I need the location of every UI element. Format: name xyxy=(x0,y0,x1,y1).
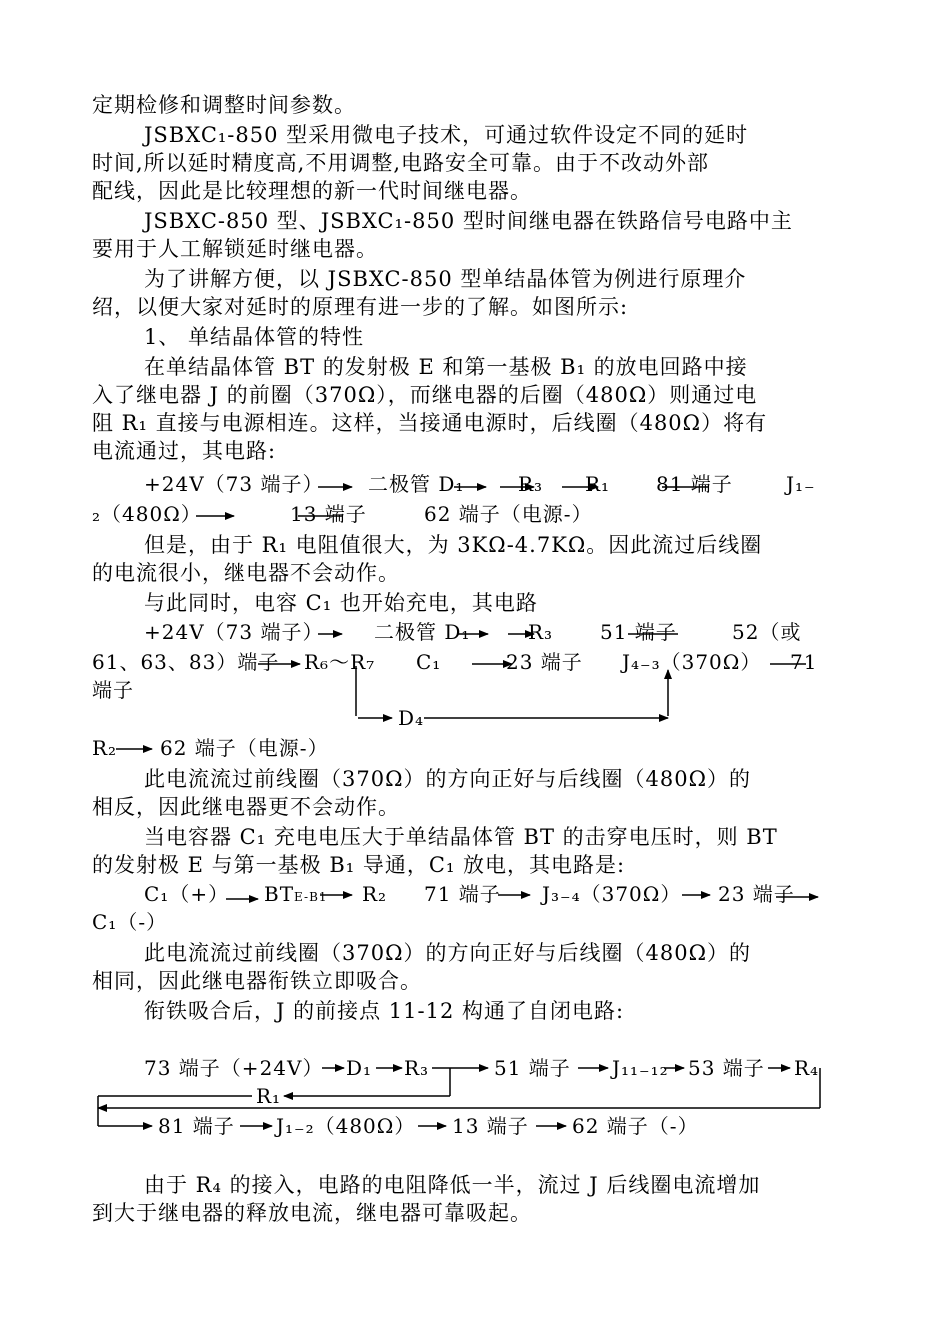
para-9-line-2: 的发射极 E 与第一基极 B₁ 导通，C₁ 放电，其电路是: xyxy=(92,853,626,877)
c2-node-f: 61、63、83）端子 xyxy=(92,650,280,674)
c2-node-m: D₄ xyxy=(398,706,425,730)
para-10-line-1: 此电流流过前线圈（370Ω）的方向正好与后线圈（480Ω）的 xyxy=(144,941,751,965)
c3-node-d: 71 端子 xyxy=(424,882,501,906)
c3-node-g: C₁（-） xyxy=(92,910,168,934)
c3-node-b xyxy=(264,882,328,909)
para-5-line-2: 入了继电器 J 的前圈（370Ω），而继电器的后圈（480Ω）则通过电 xyxy=(92,383,758,407)
c1-node-h: 13 端子 xyxy=(290,502,367,526)
c3-node-e: J₃₋₄（370Ω） xyxy=(542,882,682,906)
c4-node-k: 13 端子 xyxy=(452,1114,529,1138)
para-12-line-2: 到大于继电器的释放电流，继电器可靠吸起。 xyxy=(92,1201,532,1225)
section-heading: 1、 单结晶体管的特性 xyxy=(144,325,365,349)
para-5-line-4: 电流通过，其电路: xyxy=(92,439,277,463)
c3-node-f: 23 端子 xyxy=(718,882,795,906)
c1-node-e: 81 端子 xyxy=(656,472,733,496)
para-5-line-3: 阻 R₁ 直接与电源相连。这样，当接通电源时，后线圈（480Ω）将有 xyxy=(92,411,768,435)
c2-node-a: +24V（73 端子） xyxy=(144,620,324,644)
c4-node-h: R₁ xyxy=(256,1084,282,1108)
c4-node-g: R₄ xyxy=(794,1056,820,1080)
c2-node-o: 62 端子（电源-） xyxy=(160,736,329,760)
c1-node-f: J₁₋ xyxy=(786,472,816,496)
para-7-line-1: 与此同时，电容 C₁ 也开始充电，其电路 xyxy=(144,591,538,615)
para-2-line-3: 配线，因此是比较理想的新一代时间继电器。 xyxy=(92,179,532,203)
c1-node-b: 二极管 D₁ xyxy=(368,472,465,496)
c4-node-l: 62 端子（-） xyxy=(572,1114,699,1138)
c4-node-b: D₁ xyxy=(346,1056,373,1080)
c1-node-g: ₂（480Ω） xyxy=(92,502,202,526)
c4-node-i: 81 端子 xyxy=(158,1114,235,1138)
c2-node-n: R₂ xyxy=(92,736,118,760)
para-2-line-1: JSBXC₁-850 型采用微电子技术，可通过软件设定不同的延时 xyxy=(144,123,749,147)
c2-node-h: C₁ xyxy=(416,650,442,674)
para-5-line-1: 在单结晶体管 BT 的发射极 E 和第一基极 B₁ 的放电回路中接 xyxy=(144,355,748,379)
c2-node-l: 端子 xyxy=(92,678,134,702)
para-3-line-2: 要用于人工解锁延时继电器。 xyxy=(92,237,378,261)
c2-node-c: R₃ xyxy=(528,620,554,644)
c4-node-c: R₃ xyxy=(404,1056,430,1080)
c1-node-c: R₃ xyxy=(518,472,544,496)
c1-node-d: R₁ xyxy=(585,472,611,496)
c4-node-j: J₁₋₂（480Ω） xyxy=(276,1114,416,1138)
c3-node-a: C₁（+） xyxy=(144,882,230,906)
para-2-line-2: 时间,所以延时精度高,不用调整,电路安全可靠。由于不改动外部 xyxy=(92,151,710,175)
para-4-line-2: 绍，以便大家对延时的原理有进一步的了解。如图所示: xyxy=(92,295,629,319)
para-6-line-1: 但是，由于 R₁ 电阻值很大，为 3KΩ-4.7KΩ。因此流过后线圈 xyxy=(144,533,763,557)
para-6-line-2: 的电流很小，继电器不会动作。 xyxy=(92,561,400,585)
c2-node-b: 二极管 D₁ xyxy=(374,620,471,644)
para-4-line-1: 为了讲解方便，以 JSBXC-850 型单结晶体管为例进行原理介 xyxy=(144,267,747,291)
c2-node-d: 51 端子 xyxy=(600,620,677,644)
para-8-line-2: 相反，因此继电器更不会动作。 xyxy=(92,795,400,819)
c1-node-a: +24V（73 端子） xyxy=(144,472,324,496)
c4-node-f: 53 端子 xyxy=(688,1056,765,1080)
c2-node-e: 52（或 xyxy=(732,620,802,644)
para-11-line-1: 衔铁吸合后，J 的前接点 11-12 构通了自闭电路: xyxy=(144,999,625,1023)
para-12-line-1: 由于 R₄ 的接入，电路的电阻降低一半，流过 J 后线圈电流增加 xyxy=(144,1173,761,1197)
c2-node-i: 23 端子 xyxy=(506,650,583,674)
c4-node-e: J₁₁₋₁₂ xyxy=(612,1056,669,1080)
para-9-line-1: 当电容器 C₁ 充电电压大于单结晶体管 BT 的击穿电压时，则 BT xyxy=(144,825,778,849)
c4-node-a: 73 端子（+24V） xyxy=(144,1056,324,1080)
para-1-line-1: 定期检修和调整时间参数。 xyxy=(92,93,356,117)
c3-node-c: R₂ xyxy=(362,882,388,906)
c2-node-g: R₆～R₇ xyxy=(304,650,376,674)
c3-node-b-sub: E-B1 xyxy=(294,890,328,904)
para-8-line-1: 此电流流过前线圈（370Ω）的方向正好与后线圈（480Ω）的 xyxy=(144,767,751,791)
para-3-line-1: JSBXC-850 型、JSBXC₁-850 型时间继电器在铁路信号电路中主 xyxy=(144,209,793,233)
para-10-line-2: 相同，因此继电器衔铁立即吸合。 xyxy=(92,969,422,993)
c4-node-d: 51 端子 xyxy=(494,1056,571,1080)
c2-node-j: J₄₋₃（370Ω） xyxy=(622,650,762,674)
c1-node-i: 62 端子（电源-） xyxy=(424,502,593,526)
c3-node-b-main: BT xyxy=(264,882,295,906)
c2-node-k: 71 xyxy=(790,650,818,674)
